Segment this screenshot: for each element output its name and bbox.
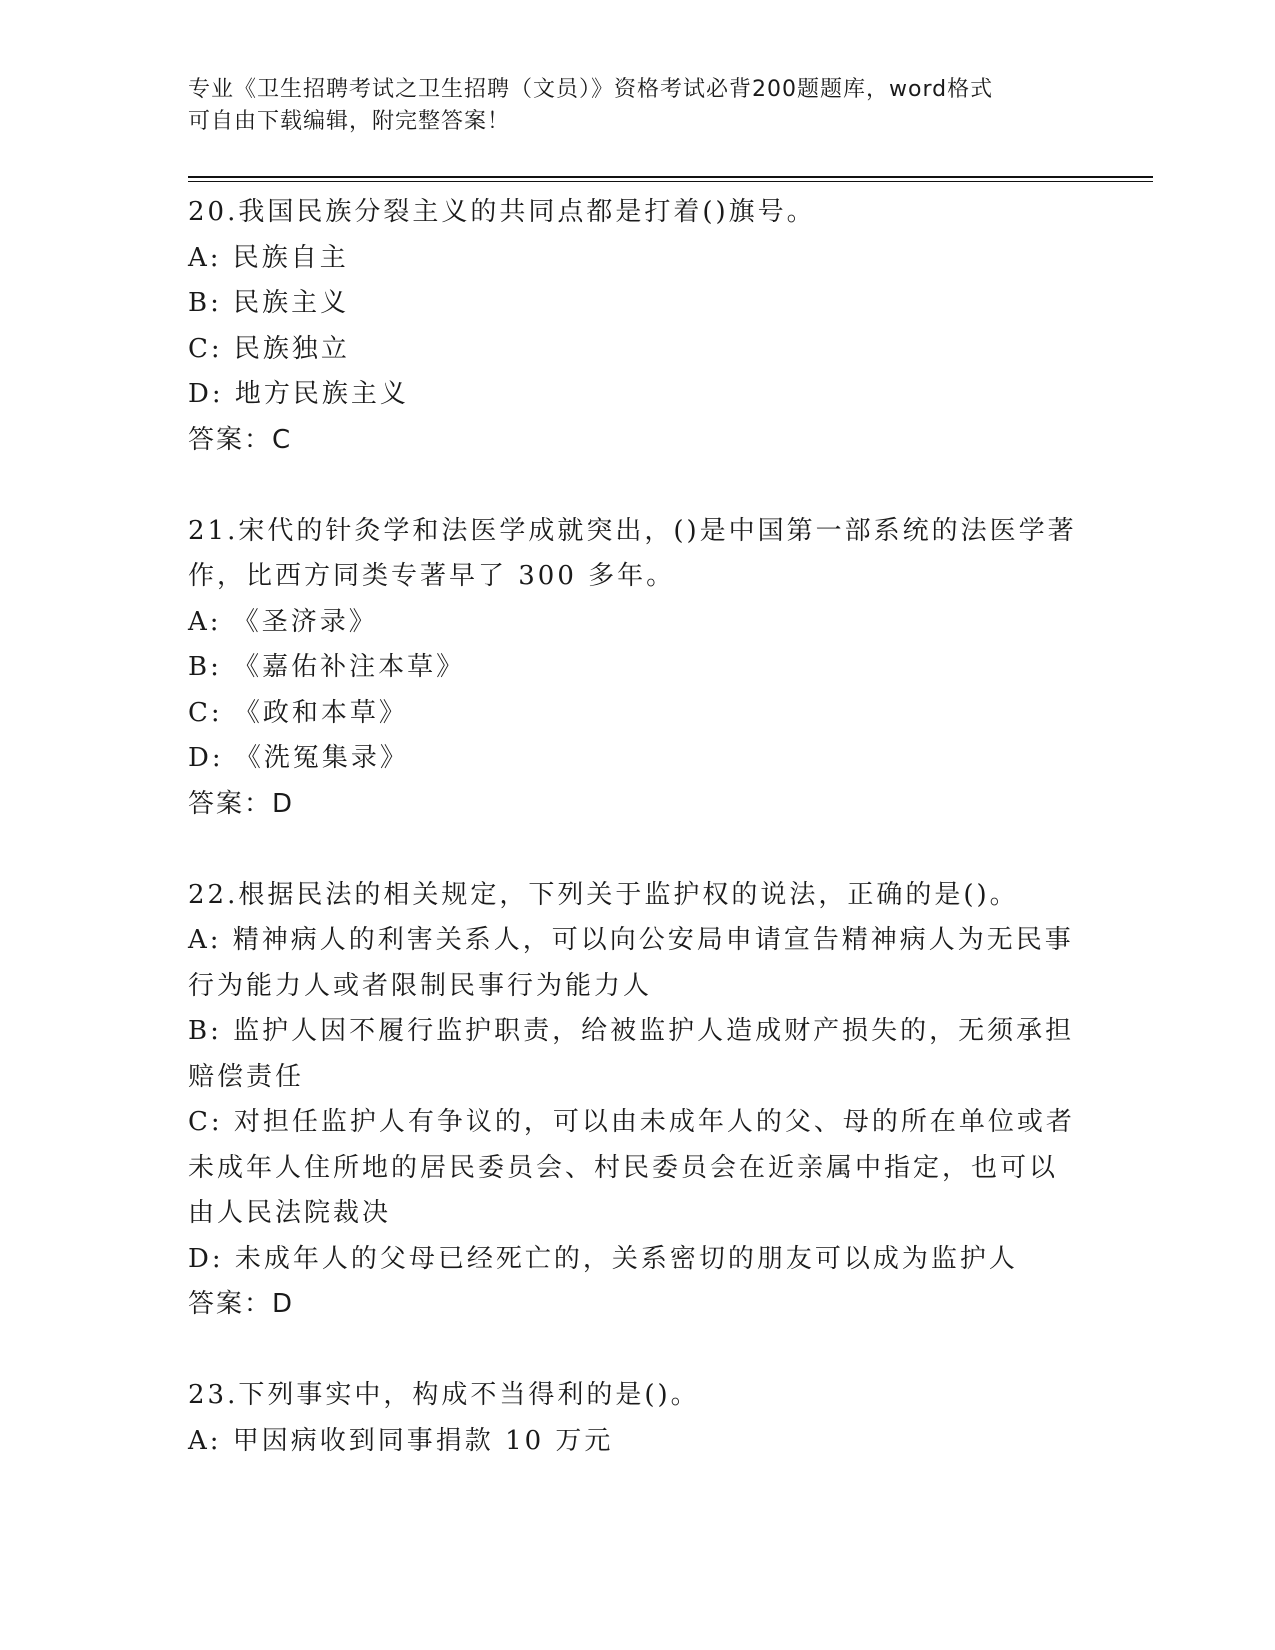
header-line-2: 可自由下载编辑，附完整答案！ (188, 109, 511, 134)
question-block (188, 509, 1088, 873)
answer-option: C: 民族独立 (188, 333, 350, 364)
document-header (188, 74, 1088, 138)
spacer (188, 1328, 1088, 1374)
answer-option: B: 监护人因不履行监护职责，给被监护人造成财产损失的，无须承担 (188, 1016, 1075, 1046)
answer-option: C: 《政和本草》 (188, 697, 408, 728)
answer-key: 答案：C (188, 424, 293, 455)
header-line-1: 专业《卫生招聘考试之卫生招聘（文员）》资格考试必背200题题库，word格式 (188, 77, 994, 102)
header-rule-thick (188, 176, 1153, 178)
answer-option: 未成年人住所地的居民委员会、村民委员会在近亲属中指定，也可以 (188, 1152, 1059, 1183)
answer-option: D: 未成年人的父母已经死亡的，关系密切的朋友可以成为监护人 (188, 1243, 1018, 1274)
spacer (188, 827, 1088, 873)
question-block (188, 190, 1088, 509)
question-block (188, 1373, 1088, 1464)
answer-option: B: 民族主义 (188, 288, 350, 318)
question-stem: 作，比西方同类专著早了 300 多年。 (188, 561, 676, 591)
answer-option: D: 地方民族主义 (188, 379, 409, 409)
answer-option: 行为能力人或者限制民事行为能力人 (188, 970, 653, 1001)
answer-option: A: 民族自主 (188, 242, 349, 273)
answer-option: A: 甲因病收到同事捐款 10 万元 (188, 1425, 614, 1456)
answer-key: 答案：D (188, 1289, 295, 1319)
question-list (188, 190, 1088, 1464)
question-stem: 23.下列事实中，构成不当得利的是()。 (188, 1380, 700, 1410)
answer-option: C: 对担任监护人有争议的，可以由未成年人的父、母的所在单位或者 (188, 1107, 1075, 1137)
question-stem: 22.根据民法的相关规定，下列关于监护权的说法，正确的是()。 (188, 879, 1019, 910)
header-rule-thin (188, 181, 1153, 182)
answer-option: 由人民法院裁决 (188, 1198, 392, 1228)
answer-option: A: 精神病人的利害关系人，可以向公安局申请宣告精神病人为无民事 (188, 925, 1074, 955)
answer-option: B: 《嘉佑补注本草》 (188, 652, 466, 682)
answer-option: A: 《圣济录》 (188, 606, 378, 637)
answer-key: 答案：D (188, 788, 295, 819)
answer-option: 赔偿责任 (188, 1061, 305, 1092)
question-stem: 20.我国民族分裂主义的共同点都是打着()旗号。 (188, 197, 816, 227)
answer-option: D: 《洗冤集录》 (188, 743, 409, 773)
question-block (188, 873, 1088, 1374)
spacer (188, 463, 1088, 509)
question-stem: 21.宋代的针灸学和法医学成就突出，()是中国第一部系统的法医学著 (188, 515, 1077, 546)
